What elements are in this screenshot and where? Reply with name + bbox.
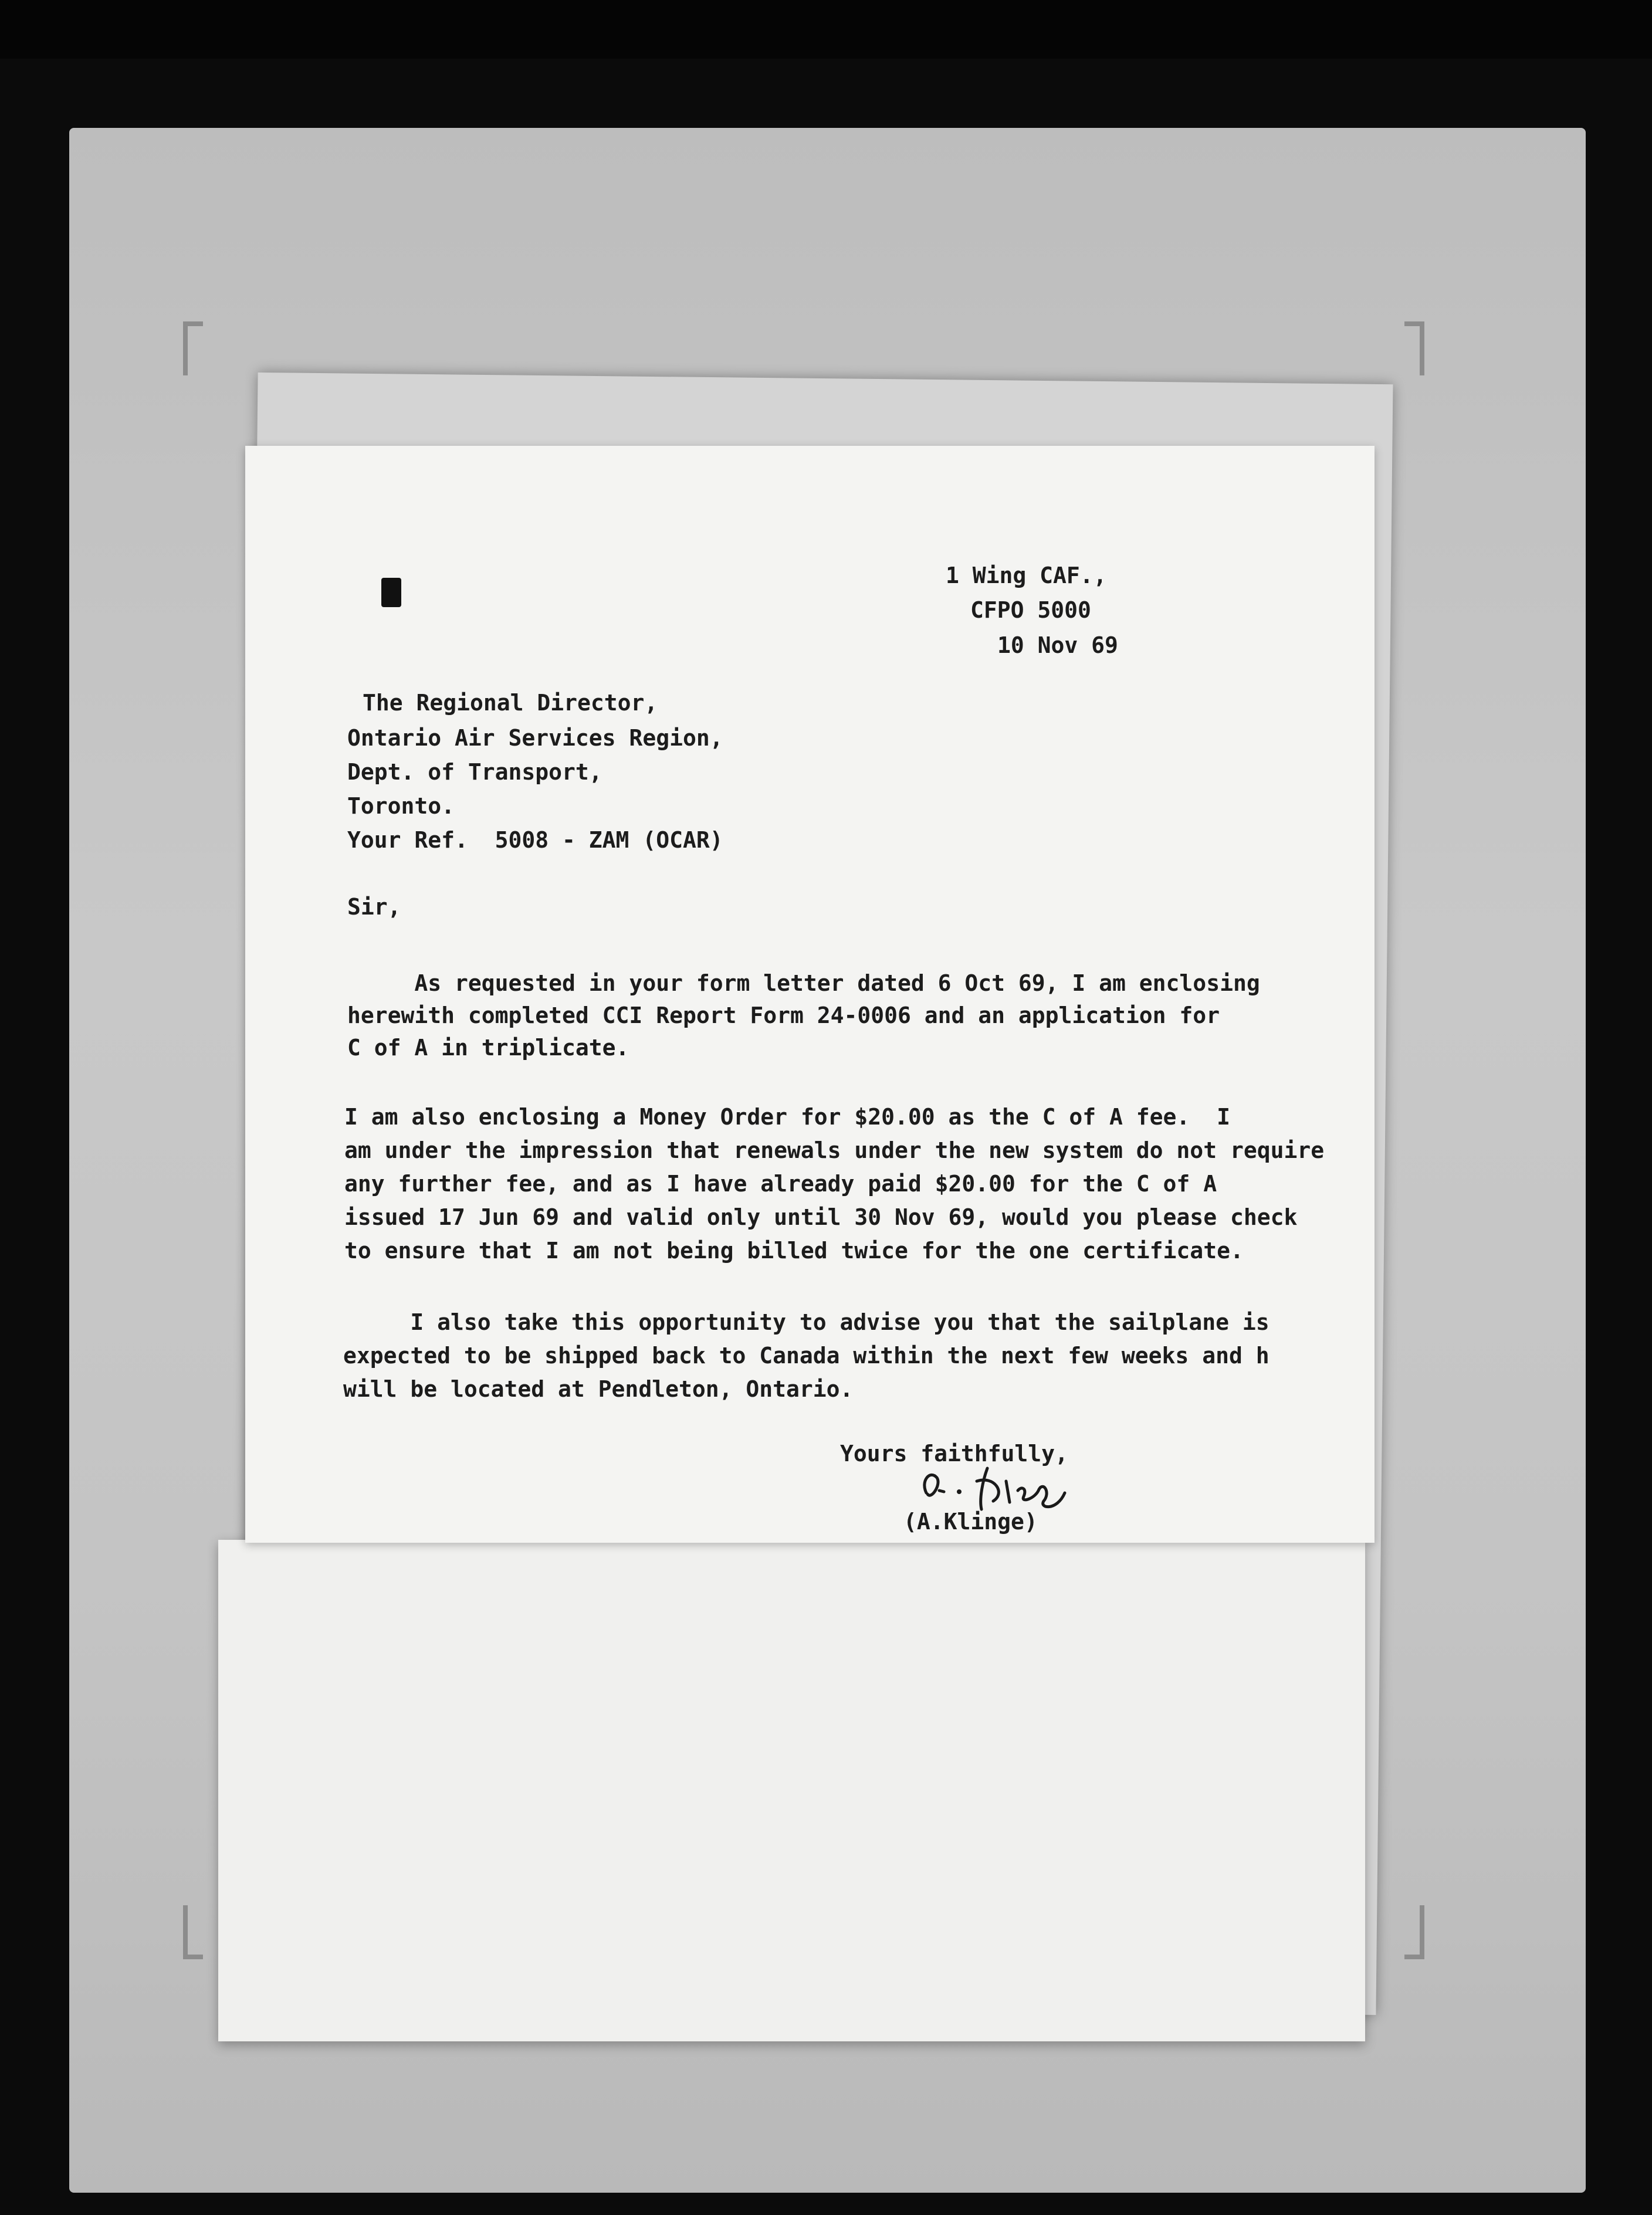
paragraph-line: am under the impression that renewals under the new system do not require (344, 1137, 1325, 1163)
paragraph-line: to ensure that I am not being billed twice for the one certificate. (344, 1238, 1244, 1264)
paragraph-line: As requested in your form letter dated 6 Oct 69, I am enclosing (347, 970, 1260, 996)
sender-address-line-1: 1 Wing CAF., (946, 563, 1107, 588)
crop-mark-bottom-left (183, 1905, 203, 1959)
ink-blot (381, 578, 401, 607)
paragraph-line: any further fee, and as I have already paid $20.00 for the C of A (344, 1171, 1217, 1197)
recipient-line: Ontario Air Services Region, (347, 725, 723, 751)
paragraph-line: I also take this opportunity to advise you that the sailplane is (343, 1309, 1270, 1335)
paragraph-line: will be located at Pendleton, Ontario. (343, 1376, 854, 1402)
recipient-line: Dept. of Transport, (347, 759, 602, 785)
salutation: Sir, (347, 894, 401, 920)
closing: Yours faithfully, (840, 1441, 1068, 1466)
crop-mark-top-left (183, 321, 203, 375)
paragraph-line: herewith completed CCI Report Form 24-0006 and an application for (347, 1002, 1220, 1028)
folded-lower-sheet (218, 1540, 1365, 2041)
reference-line: Your Ref. 5008 - ZAM (OCAR) (347, 827, 723, 853)
sender-address-line-2: CFPO 5000 (970, 597, 1091, 623)
signatory-name: (A.Klinge) (903, 1509, 1038, 1535)
paragraph-line: issued 17 Jun 69 and valid only until 30 Nov 69, would you please check (344, 1204, 1298, 1230)
crop-mark-bottom-right (1404, 1905, 1424, 1959)
paragraph-line: C of A in triplicate. (347, 1035, 629, 1061)
crop-mark-top-right (1404, 321, 1424, 375)
letter-date: 10 Nov 69 (997, 632, 1118, 658)
recipient-line: Toronto. (347, 793, 455, 819)
paragraph-line: expected to be shipped back to Canada within the next few weeks and h (343, 1343, 1270, 1369)
scan-top-edge (0, 0, 1652, 59)
paragraph-line: I am also enclosing a Money Order for $20.00 as the C of A fee. I (344, 1104, 1230, 1130)
recipient-line: The Regional Director, (363, 690, 658, 716)
